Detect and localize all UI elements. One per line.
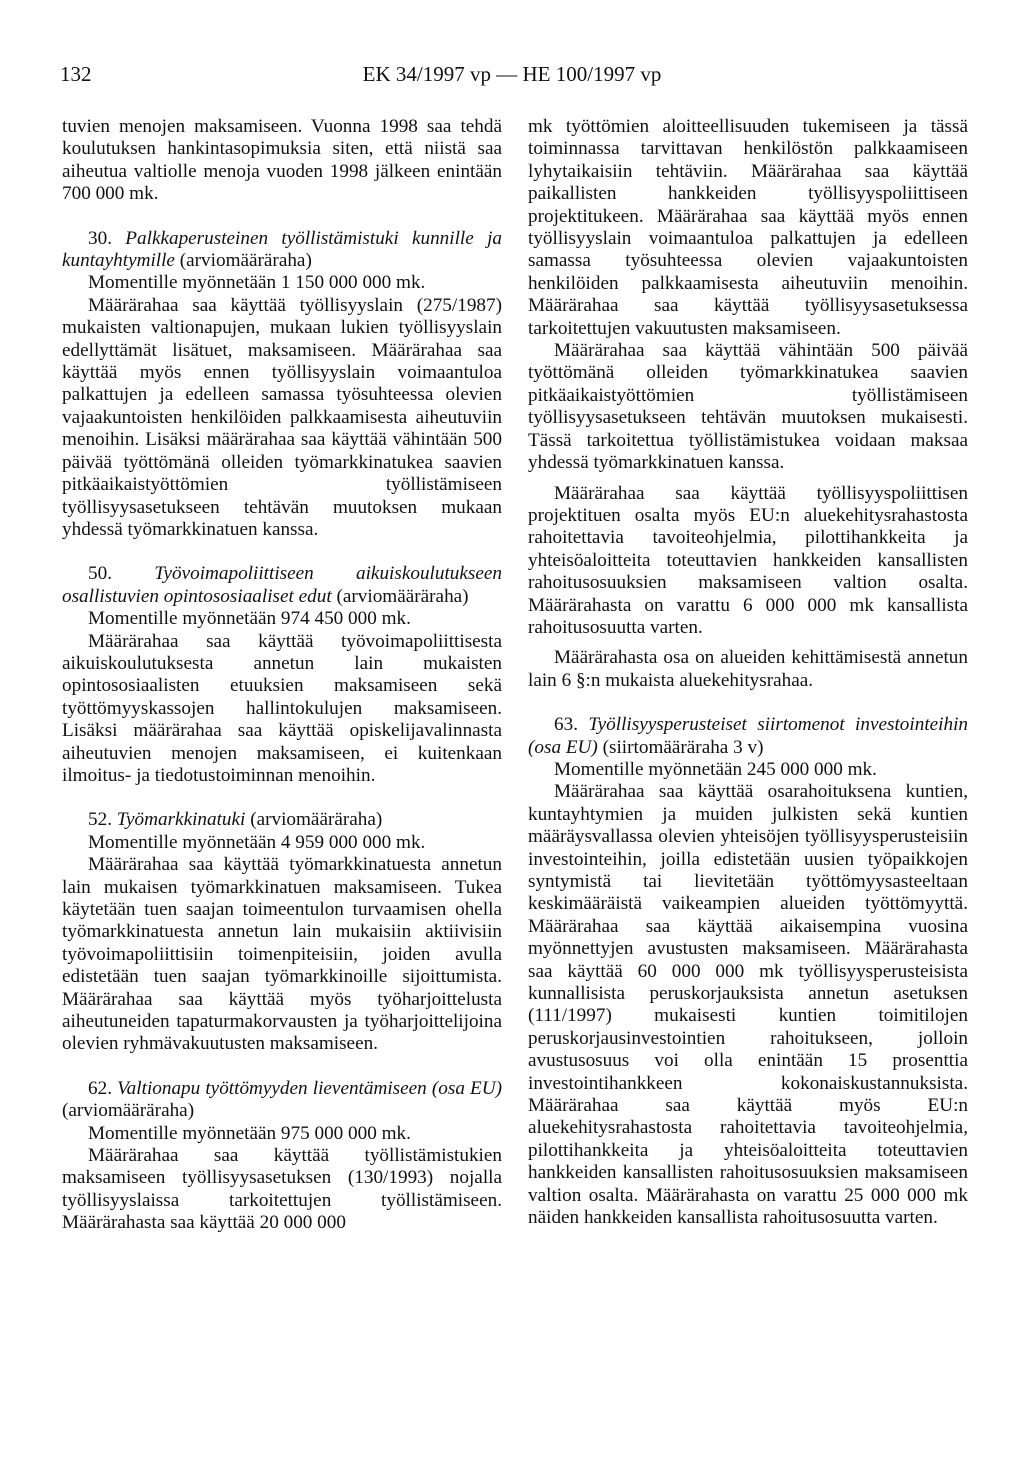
- section-title: Työllisyysperusteiset siirtomenot investointeihin (osa EU): [528, 714, 969, 758]
- section-type: (arviomääräraha): [174, 250, 312, 272]
- section-body: Määrärahaa saa käyttää osarahoituksena kuntien, kuntayhtymien ja muiden julkisten sekä kuntien määräysvallassa olevien yhteisöjen työllisyysperusteisiin investointeihin, joilla edistetään uusien työpaikkojen syntymistä tai lievitetään työttömyysasteeltaan keskimääräistä vaikeampien alueiden työttömyyttä. Määrärahaa saa käyttää aikaisempina vuosina myönnettyjen avustusten maksamiseen. Määrärahasta saa käyttää 60 000 000 mk työllisyysperusteisista kunnallisista peruskorjauksista annetun asetuksen (111/1997) mukaisesti kuntien toimitilojen peruskorjausinvestointien rahoitukseen, jolloin avustusosuus voi olla enintään 15 prosenttia investointihankkeen kokonaiskustannuksista. Määrärahaa saa käyttää myös EU:n aluekehitysrahastosta rahoitettavia tavoiteohjelmia, pilottihankkeita ja yhteisöaloitteita toteuttavien hankkeiden kansallisten rahoitusosuuksien maksamiseen valtion osalta. Määrärahasta on varattu 25 000 000 mk näiden hankkeiden kansallista rahoitusosuutta varten.: [528, 781, 968, 1229]
- section-number: 30.: [88, 227, 126, 249]
- section-type: (arviomääräraha): [62, 1100, 195, 1122]
- page-header: [0, 62, 1024, 92]
- left-column: [62, 116, 502, 1235]
- section-number: 52.: [88, 809, 117, 831]
- section-amount: Momentille myönnetään 1 150 000 000 mk.: [88, 272, 426, 294]
- section-title: Työmarkkinatuki: [116, 809, 246, 831]
- section-number: 50.: [88, 563, 155, 585]
- section-amount: Momentille myönnetään 975 000 000 mk.: [88, 1122, 411, 1144]
- paragraph: Määrärahasta osa on alueiden kehittämisestä annetun lain 6 §:n mukaista aluekehitysrahaa.: [528, 647, 968, 691]
- section-type: (arviomääräraha): [331, 585, 469, 607]
- section-52: [62, 809, 502, 1055]
- section-number: 63.: [554, 714, 589, 736]
- section-amount: Momentille myönnetään 4 959 000 000 mk.: [88, 831, 426, 853]
- section-body: Määrärahaa saa käyttää työvoimapoliittisesta aikuiskoulutuksesta annetun lain mukaisten opintososiaalisten etuuksien maksamiseen sekä työttömyyskassojen hallintokulujen maksamiseen. Lisäksi määrärahaa saa käyttää opiskelijavalinnasta aiheutuvien menojen maksamiseen, ei kuitenkaan ilmoitus- ja tiedotustoiminnan menoihin.: [62, 630, 502, 786]
- section-amount: Momentille myönnetään 245 000 000 mk.: [554, 758, 877, 780]
- section-number: 62.: [88, 1077, 118, 1099]
- section-heading: [528, 714, 968, 759]
- section-heading: [62, 228, 502, 273]
- section-heading: [62, 563, 502, 608]
- paragraph: Määrärahaa saa käyttää työllisyyspoliittisen projektituen osalta myös EU:n aluekehitysrahastosta rahoitettavia tavoiteohjelmia, pilottihankkeita ja yhteisöaloitteita toteuttavien hankkeiden kansallisten rahoitusosuuksien maksamiseen valtion osalta. Määrärahasta on varattu 6 000 000 mk kansallista rahoitusosuutta varten.: [528, 482, 968, 638]
- section-title: Valtionapu työttömyyden lieventämiseen (osa EU): [117, 1077, 502, 1099]
- section-body: Määrärahaa saa käyttää työllistämistukien maksamiseen työllisyysasetuksen (130/1993) nojalla työllisyyslaissa tarkoitettujen työllistämiseen. Määrärahasta saa käyttää 20 000 000: [62, 1145, 502, 1234]
- section-type: (siirtomääräraha 3 v): [597, 736, 764, 758]
- section-62: [62, 1078, 502, 1235]
- page-number: 132: [60, 62, 92, 86]
- section-body: Määrärahaa saa käyttää työllisyyslain (275/1987) mukaisten valtionapujen, mukaan lukien työllisyyslain edellyttämät lisätuet, maksamiseen. Määrärahaa saa käyttää myös ennen työllisyyslain voimaantuloa palkattujen ja edelleen samassa työsuhteessa olevien vajaakuntoisten henkilöiden palkkaamisesta aiheutuviin menoihin. Lisäksi määrärahaa saa käyttää vähintään 500 päivää työttömänä olleiden työmarkkinatukea saavien pitkäaikaistyöttömien työllistämiseen työllisyysasetukseen tehtävän muutoksen mukaan yhdessä työmarkkinatuen kanssa.: [62, 294, 502, 540]
- section-amount: Momentille myönnetään 974 450 000 mk.: [88, 608, 411, 630]
- intro-paragraph: tuvien menojen maksamiseen. Vuonna 1998 saa tehdä koulutuksen hankintasopimuksia siten, että niistä saa aiheutua valtiolle menoja vuoden 1998 jälkeen enintään 700 000 mk.: [62, 116, 502, 205]
- section-title: Palkkaperusteinen työllistämistuki kunnille ja kuntayhtymille: [62, 227, 502, 272]
- right-column: [528, 116, 968, 1230]
- section-50: [62, 563, 502, 787]
- section-63: [528, 714, 968, 1229]
- running-title: EK 34/1997 vp — HE 100/1997 vp: [362, 62, 662, 86]
- paragraph: Määrärahaa saa käyttää vähintään 500 päivää työttömänä olleiden työmarkkinatukea saavien pitkäaikaistyöttömien työllistämiseen työllisyysasetukseen tehtävän muutoksen mukaisesti. Tässä tarkoitettua työllistämistukea voidaan maksaa yhdessä työmarkkinatuen kanssa.: [528, 340, 968, 474]
- section-title: Työvoimapoliittiseen aikuiskoulutukseen osallistuvien opintososiaaliset edut: [62, 563, 502, 607]
- continued-paragraph: mk työttömien aloitteellisuuden tukemiseen ja tässä toiminnassa tarvittavan henkilöstön palkkaamiseen lyhytaikaisiin tehtäviin. Määrärahaa saa käyttää paikallisten hankkeiden työllisyyspoliittiseen projektitukeen. Määrärahaa saa käyttää myös ennen työllisyyslain voimaantuloa palkattujen ja edelleen samassa työsuhteessa olevien vajaakuntoisten henkilöiden palkkaamisesta aiheutuviin menoihin. Määrärahaa saa käyttää työllisyysasetuksessa tarkoitettujen vakuutusten maksamiseen.: [528, 116, 968, 339]
- section-30: [62, 228, 502, 542]
- section-type: (arviomääräraha): [245, 809, 383, 831]
- section-heading: [62, 809, 502, 831]
- section-heading: [62, 1078, 502, 1123]
- section-body: Määrärahaa saa käyttää työmarkkinatuesta annetun lain mukaisen työmarkkinatuen maksamiseen. Tukea käytetään tuen saajan toimeentulon turvaamisen ohella työmarkkinatuesta annetun lain mukaisiin aktiivisiin työvoimapoliittisiin toimenpiteisiin, joiden avulla edistetään tuen saajan työmarkkinoille sijoittumista. Määrärahaa saa käyttää myös työharjoittelusta aiheutuneiden tapaturmakorvausten ja työharjoittelijoina olevien ryhmävakuutusten maksamiseen.: [62, 854, 502, 1055]
